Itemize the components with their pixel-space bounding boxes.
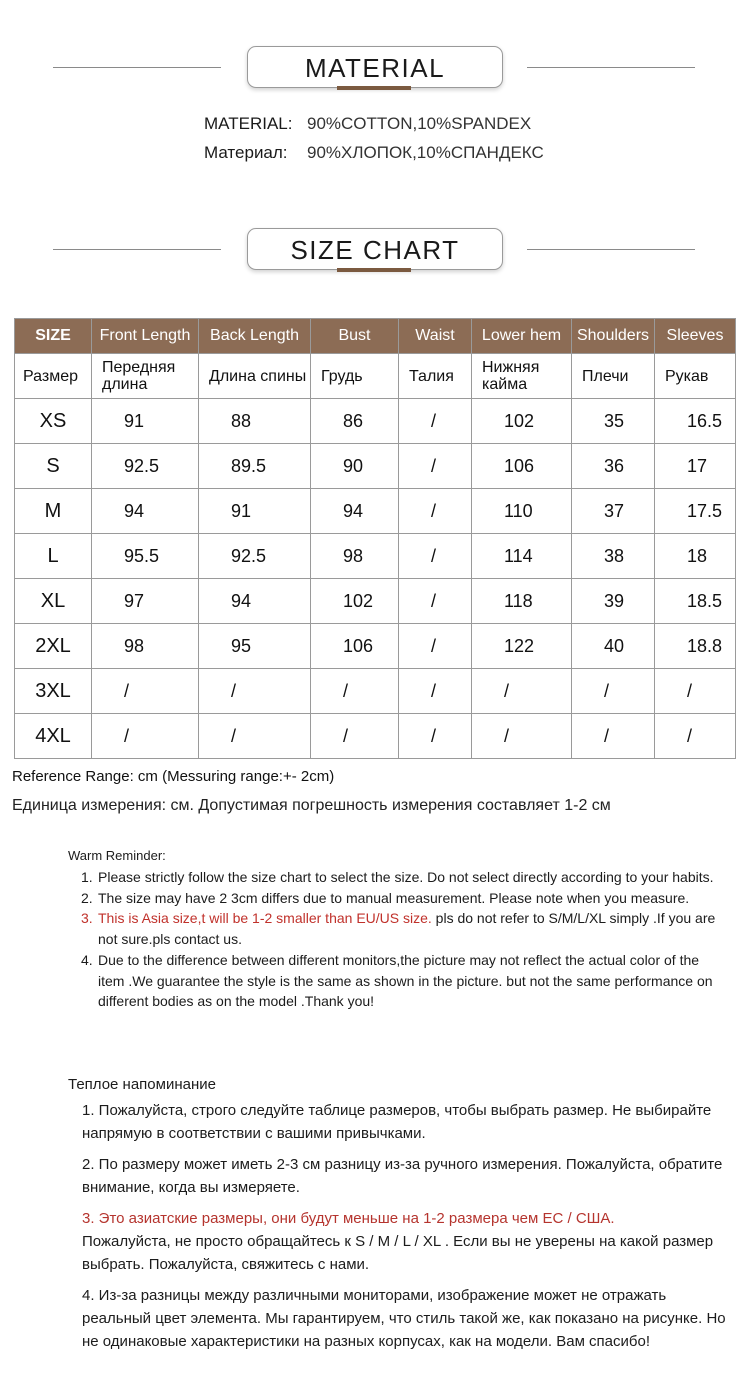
table-cell: /	[199, 714, 311, 759]
material-row-en	[204, 114, 531, 134]
table-cell: /	[472, 714, 572, 759]
material-value: 90%COTTON,10%SPANDEX	[307, 114, 532, 133]
table-header-row-ru	[15, 354, 736, 399]
table-cell: /	[399, 579, 472, 624]
column-header-ru: Талия	[399, 354, 472, 399]
column-header-ru: Рукав	[655, 354, 736, 399]
material-label: Материал:	[204, 143, 288, 162]
reminder-item: 1. Пожалуйста, строго следуйте таблице размеров, чтобы выбрать размер. Не выбирайте напрямую в соответствии с вашими привычками.	[82, 1102, 712, 1142]
size-cell: 4XL	[15, 714, 92, 759]
title-accent-bar	[337, 268, 411, 272]
table-cell: 90	[311, 444, 399, 489]
warm-reminder-ru	[68, 1075, 738, 1361]
column-header-ru: Передняя длина	[92, 354, 199, 399]
table-cell: /	[92, 714, 199, 759]
table-cell: /	[92, 669, 199, 714]
reminder-item	[68, 908, 728, 949]
size-chart-table	[14, 318, 736, 759]
table-cell: 92.5	[199, 534, 311, 579]
table-row	[15, 534, 736, 579]
table-cell: 106	[311, 624, 399, 669]
table-header-row	[15, 319, 736, 354]
divider-line	[527, 67, 695, 68]
item-warning-text: 3. Это азиатские размеры, они будут меньше на 1-2 размера чем ЕС / США.	[82, 1210, 615, 1227]
table-cell: 106	[472, 444, 572, 489]
item-number: 4.	[81, 951, 93, 968]
material-title: MATERIAL	[247, 46, 503, 88]
table-cell: /	[655, 669, 736, 714]
size-cell: L	[15, 534, 92, 579]
table-cell: /	[399, 489, 472, 534]
table-row	[15, 399, 736, 444]
table-cell: 102	[311, 579, 399, 624]
reminder-item	[68, 950, 728, 1012]
item-warning-text: This is Asia size,t will be 1-2 smaller than EU/US size.	[98, 910, 432, 927]
table-cell: 97	[92, 579, 199, 624]
table-cell: 98	[92, 624, 199, 669]
table-cell: 39	[572, 579, 655, 624]
table-cell: 122	[472, 624, 572, 669]
column-header-ru: Нижняя кайма	[472, 354, 572, 399]
table-row	[15, 714, 736, 759]
table-cell: /	[399, 399, 472, 444]
reminder-item	[68, 867, 728, 888]
size-cell: M	[15, 489, 92, 534]
material-row-ru	[204, 143, 544, 163]
table-cell: /	[399, 444, 472, 489]
item-text: The size may have 2 3cm differs due to manual measurement. Please note when you measure.	[98, 889, 690, 906]
title-accent-bar	[337, 86, 411, 90]
table-cell: 91	[92, 399, 199, 444]
table-cell: 86	[311, 399, 399, 444]
reminder-item: 2. По размеру может иметь 2-3 см разницу из-за ручного измерения. Пожалуйста, обратите внимание, когда вы измеряете.	[82, 1156, 723, 1196]
table-cell: 92.5	[92, 444, 199, 489]
reminder-item: 4. Из-за разницы между различными мониторами, изображение может не отражать реальный цвет элемента. Мы гарантируем, что стиль такой же, как показано на рисунке. Но не одинаковые характеристики на разных корпусах, как на модели. Вам спасибо!	[82, 1287, 726, 1350]
table-cell: 18.5	[655, 579, 736, 624]
table-cell: /	[399, 669, 472, 714]
size-cell: S	[15, 444, 92, 489]
table-row	[15, 444, 736, 489]
table-row	[15, 669, 736, 714]
table-cell: 114	[472, 534, 572, 579]
item-number: 3.	[81, 910, 93, 927]
table-cell: /	[655, 714, 736, 759]
table-cell: /	[399, 624, 472, 669]
table-cell: 16.5	[655, 399, 736, 444]
table-row	[15, 489, 736, 534]
item-text: pls do not refer to S/M/L/XL simply .If you are not sure.pls contact us.	[98, 910, 716, 948]
column-header: Bust	[311, 319, 399, 354]
reminder-item	[68, 1207, 738, 1276]
item-text: Пожалуйста, не просто обращайтесь к S / M / L / XL . Если вы не уверены на какой размер выбрать. Пожалуйста, свяжитесь с нами.	[82, 1233, 714, 1273]
table-cell: 37	[572, 489, 655, 534]
table-cell: /	[399, 714, 472, 759]
table-cell: 95.5	[92, 534, 199, 579]
table-cell: 40	[572, 624, 655, 669]
warm-reminder-en	[68, 848, 728, 1012]
table-cell: 38	[572, 534, 655, 579]
column-header-ru: Плечи	[572, 354, 655, 399]
size-cell: XL	[15, 579, 92, 624]
table-cell: /	[572, 714, 655, 759]
column-header: Front Length	[92, 319, 199, 354]
table-cell: 94	[199, 579, 311, 624]
table-cell: 35	[572, 399, 655, 444]
table-cell: /	[311, 669, 399, 714]
table-cell: 98	[311, 534, 399, 579]
reminder-item	[68, 888, 728, 909]
item-text: Due to the difference between different monitors,the picture may not reflect the actual color of the item .We guarantee the style is the same as shown in the picture. but not the same performance on different bodies as on the model .Thank you!	[98, 951, 713, 1010]
reference-range-en: Reference Range: cm (Messuring range:+- 2cm)	[12, 768, 335, 785]
table-cell: /	[572, 669, 655, 714]
item-text: Please strictly follow the size chart to select the size. Do not select directly according to your habits.	[98, 869, 714, 885]
table-cell: 118	[472, 579, 572, 624]
table-cell: 94	[311, 489, 399, 534]
column-header-ru: Размер	[15, 354, 92, 399]
table-cell: 89.5	[199, 444, 311, 489]
column-header: SIZE	[15, 319, 92, 354]
column-header-ru: Длина спины	[199, 354, 311, 399]
table-cell: 88	[199, 399, 311, 444]
reference-range-ru: Единица измерения: см. Допустимая погрешность измерения составляет 1-2 см	[12, 797, 611, 814]
column-header: Back Length	[199, 319, 311, 354]
table-row	[15, 579, 736, 624]
column-header: Lower hem	[472, 319, 572, 354]
table-cell: 36	[572, 444, 655, 489]
table-cell: 95	[199, 624, 311, 669]
table-cell: /	[199, 669, 311, 714]
item-number: 1.	[81, 869, 93, 885]
item-number: 2.	[81, 889, 93, 906]
table-cell: 17.5	[655, 489, 736, 534]
material-label: MATERIAL:	[204, 114, 293, 133]
column-header: Sleeves	[655, 319, 736, 354]
table-row	[15, 624, 736, 669]
table-cell: 102	[472, 399, 572, 444]
table-cell: /	[399, 534, 472, 579]
size-cell: XS	[15, 399, 92, 444]
material-header	[0, 46, 750, 92]
size-chart-header	[0, 228, 750, 274]
reminder-title: Warm Reminder:	[68, 848, 166, 863]
table-cell: 18.8	[655, 624, 736, 669]
column-header: Waist	[399, 319, 472, 354]
table-cell: /	[311, 714, 399, 759]
divider-line	[527, 249, 695, 250]
size-chart-title: SIZE CHART	[247, 228, 503, 270]
size-cell: 3XL	[15, 669, 92, 714]
table-cell: 18	[655, 534, 736, 579]
size-cell: 2XL	[15, 624, 92, 669]
reminder-title: Теплое напоминание	[68, 1076, 216, 1093]
material-value: 90%ХЛОПОК,10%СПАНДЕКС	[307, 143, 544, 162]
column-header: Shoulders	[572, 319, 655, 354]
table-cell: 17	[655, 444, 736, 489]
column-header-ru: Грудь	[311, 354, 399, 399]
divider-line	[53, 67, 221, 68]
divider-line	[53, 249, 221, 250]
table-cell: 110	[472, 489, 572, 534]
table-cell: 94	[92, 489, 199, 534]
table-cell: /	[472, 669, 572, 714]
table-cell: 91	[199, 489, 311, 534]
